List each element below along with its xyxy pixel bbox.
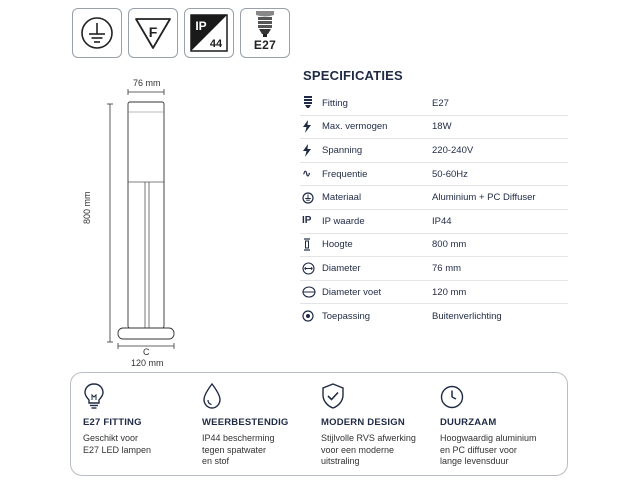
spec-row-height xyxy=(300,234,568,258)
e27-bulb-base-icon xyxy=(240,8,290,58)
clock-icon xyxy=(440,383,559,409)
diameter-icon xyxy=(300,262,322,275)
spec-title: SPECIFICATIES xyxy=(303,68,403,83)
spec-label: Max. vermogen xyxy=(322,121,388,133)
spec-table xyxy=(300,92,568,328)
spec-label: Diameter voet xyxy=(322,286,382,298)
feature-title: MODERN DESIGN xyxy=(321,417,405,428)
spec-row-power xyxy=(300,116,568,140)
e27-label: E27 xyxy=(253,38,277,52)
spec-label: IP waarde xyxy=(322,215,365,227)
spec-row-fitting xyxy=(300,92,568,116)
feature-modern-design xyxy=(321,383,440,475)
water-drop-icon xyxy=(202,383,321,409)
spec-value: Aluminium + PC Diffuser xyxy=(432,192,536,204)
frequency-glyph: ∿ xyxy=(302,167,312,180)
feature-title: WEERBESTENDIG xyxy=(202,417,289,428)
ip-icon xyxy=(300,216,322,226)
feature-e27-fitting xyxy=(83,383,202,475)
technical-drawing xyxy=(82,74,208,374)
spec-label: Diameter xyxy=(322,262,361,274)
feature-text: IP44 bescherming tegen spatwater en stof xyxy=(202,433,275,466)
spec-value: 220-240V xyxy=(432,144,474,156)
feature-text: Hoogwaardig aluminium en PC diffuser voor lange levensduur xyxy=(440,433,537,466)
spec-row-frequency xyxy=(300,163,568,187)
feature-text: Geschikt voor E27 LED lampen xyxy=(83,433,152,455)
dimension-height: 800 mm xyxy=(82,191,92,224)
feature-durable xyxy=(440,383,559,475)
bulb-base-icon xyxy=(300,96,322,110)
spec-value: E27 xyxy=(432,97,449,109)
spec-label: Materiaal xyxy=(322,192,362,204)
lightbulb-icon xyxy=(83,383,202,409)
spec-row-ip xyxy=(300,210,568,234)
feature-box xyxy=(70,372,568,476)
f-mark-letter: F xyxy=(148,24,158,40)
ip44-icon xyxy=(184,8,234,58)
base-diameter-icon xyxy=(300,286,322,298)
badge-check-icon xyxy=(321,383,440,409)
spec-row-voltage xyxy=(300,139,568,163)
spec-value: 18W xyxy=(432,121,452,133)
ground-symbol-icon xyxy=(72,8,122,58)
ip-bottom-text: 44 xyxy=(209,38,223,50)
lightning-icon xyxy=(300,144,322,157)
spec-value: 76 mm xyxy=(432,262,462,274)
ip-top-text: IP xyxy=(195,19,207,33)
material-icon xyxy=(300,192,322,204)
ip-glyph: IP xyxy=(302,215,312,227)
dimension-base-letter: C xyxy=(143,347,150,357)
spec-value: 120 mm xyxy=(432,286,467,298)
spec-label: Hoogte xyxy=(322,239,353,251)
spec-row-material xyxy=(300,186,568,210)
dimension-width-top: 76 mm xyxy=(133,78,161,88)
lamp-outline xyxy=(88,74,208,374)
feature-title: E27 FITTING xyxy=(83,417,142,428)
dimension-width-base: 120 mm xyxy=(131,358,164,368)
spec-value: IP44 xyxy=(432,215,452,227)
lightning-icon xyxy=(300,120,322,133)
spec-value: Buitenverlichting xyxy=(432,310,502,322)
certification-icons xyxy=(72,8,290,58)
height-icon xyxy=(300,238,322,251)
spec-row-diameter xyxy=(300,257,568,281)
spec-value: 800 mm xyxy=(432,239,467,251)
spec-label: Fitting xyxy=(322,97,348,109)
spec-label: Toepassing xyxy=(322,310,371,322)
spec-label: Frequentie xyxy=(322,168,368,180)
feature-title: DUURZAAM xyxy=(440,417,497,428)
f-mark-icon xyxy=(128,8,178,58)
feature-weatherproof xyxy=(202,383,321,475)
spec-value: 50-60Hz xyxy=(432,168,468,180)
frequency-icon xyxy=(300,169,322,180)
feature-text: Stijlvolle RVS afwerking voor een moderne uitstraling xyxy=(321,433,416,466)
spec-label: Spanning xyxy=(322,144,363,156)
spec-row-base-diameter xyxy=(300,281,568,305)
application-icon xyxy=(300,310,322,322)
spec-row-application xyxy=(300,304,568,328)
